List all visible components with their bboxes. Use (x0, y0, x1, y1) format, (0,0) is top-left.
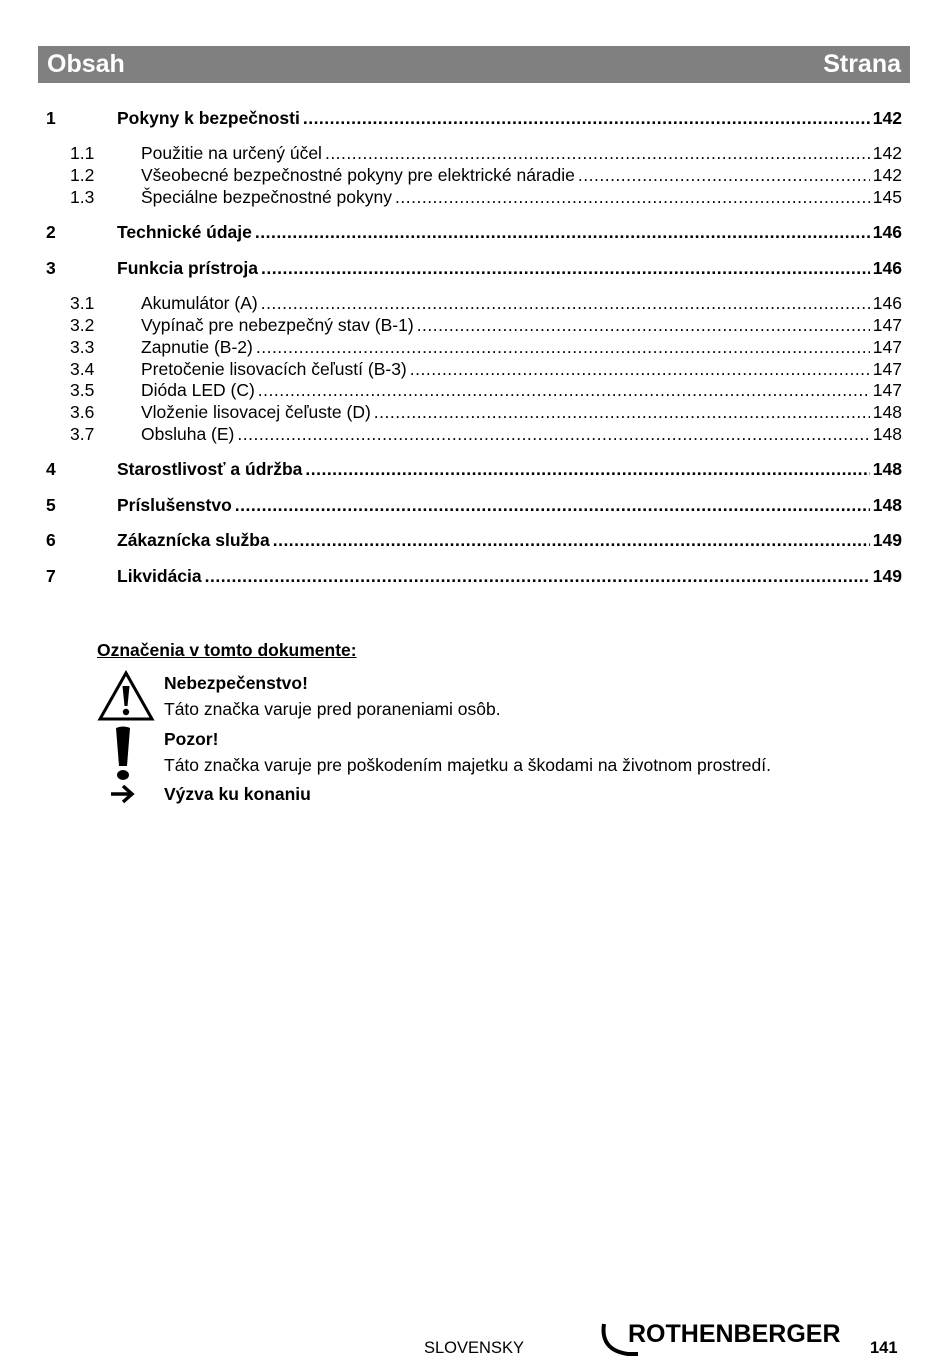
legend-heading: Označenia v tomto dokumente: (97, 640, 357, 660)
toc-leader-dots (235, 495, 870, 517)
toc-title: Použitie na určený účel (141, 143, 322, 164)
toc-title: Vypínač pre nebezpečný stav (B-1) (141, 314, 414, 335)
toc-number: 1.1 (70, 143, 95, 164)
toc-page-number: 148 (872, 459, 902, 480)
toc-leader-dots (374, 402, 870, 424)
toc-title: Zapnutie (B-2) (141, 336, 253, 357)
toc-number: 3.1 (70, 293, 95, 314)
toc-page-number: 146 (872, 257, 902, 278)
arrow-right-icon (97, 781, 155, 814)
toc-chapter-row[interactable] (38, 566, 902, 588)
toc-number: 1 (46, 108, 56, 128)
legend-action-label: Výzva ku konaniu (164, 784, 311, 804)
toc-leader-dots (325, 143, 870, 165)
toc-page-number: 148 (872, 423, 902, 444)
toc-section-row[interactable] (38, 315, 902, 337)
legend-caution (97, 726, 897, 778)
toc-page-number: 146 (872, 222, 902, 243)
toc-number: 3.7 (70, 423, 95, 444)
toc-number: 3 (46, 257, 56, 278)
table-of-contents (38, 108, 902, 587)
toc-title: Vloženie lisovacej čeľuste (D) (141, 402, 371, 423)
toc-page-number: 149 (872, 530, 902, 551)
toc-section-row[interactable] (38, 337, 902, 359)
legend-caution-text: Táto značka varuje pre poškodením majetku a škodami na životnom prostredí. (164, 755, 771, 775)
toc-chapter-row[interactable] (38, 530, 902, 552)
legend (97, 640, 897, 807)
toc-chapter-row[interactable] (38, 258, 902, 280)
toc-section-row[interactable] (38, 293, 902, 315)
toc-title: Pretočenie lisovacích čeľustí (B-3) (141, 358, 407, 379)
header-page-label: Strana (823, 50, 901, 78)
toc-chapter-row[interactable] (38, 108, 902, 130)
legend-danger-label: Nebezpečenstvo! (164, 673, 308, 693)
toc-title: Obsluha (E) (141, 423, 235, 444)
toc-page-number: 142 (872, 143, 902, 164)
toc-page-number: 147 (872, 380, 902, 401)
toc-number: 2 (46, 222, 56, 243)
toc-header (38, 46, 910, 83)
toc-title: Špeciálne bezpečnostné pokyny (141, 186, 393, 207)
toc-leader-dots (237, 424, 869, 446)
toc-number: 3.5 (70, 380, 95, 401)
toc-title: Všeobecné bezpečnostné pokyny pre elektrické náradie (141, 165, 575, 186)
toc-chapter-row[interactable] (38, 222, 902, 244)
toc-number: 3.6 (70, 402, 95, 423)
toc-leader-dots (258, 380, 870, 402)
header-title: Obsah (47, 50, 125, 78)
toc-leader-dots (305, 459, 869, 481)
legend-danger-text: Táto značka varuje pred poraneniami osôb. (164, 699, 501, 719)
toc-page-number: 149 (872, 565, 902, 586)
toc-leader-dots (261, 293, 870, 315)
legend-danger (97, 670, 897, 722)
toc-section-row[interactable] (38, 424, 902, 446)
toc-leader-dots (205, 566, 870, 588)
toc-page-number: 145 (872, 186, 902, 207)
footer-language: SLOVENSKY (424, 1339, 524, 1357)
toc-leader-dots (417, 315, 870, 337)
toc-page-number: 142 (872, 108, 902, 128)
toc-title: Technické údaje (117, 222, 252, 243)
exclamation-icon (97, 726, 155, 789)
toc-chapter-row[interactable] (38, 459, 902, 481)
toc-title: Likvidácia (117, 565, 202, 586)
toc-number: 4 (46, 459, 56, 480)
logo-text: ROTHENBERGER (628, 1320, 841, 1348)
toc-chapter-row[interactable] (38, 495, 902, 517)
toc-page-number: 142 (872, 165, 902, 186)
warning-triangle-icon (97, 670, 155, 729)
toc-page-number: 147 (872, 358, 902, 379)
toc-section-row[interactable] (38, 380, 902, 402)
toc-number: 1.3 (70, 186, 95, 207)
toc-number: 3.3 (70, 336, 95, 357)
toc-leader-dots (395, 187, 870, 209)
toc-title: Príslušenstvo (117, 494, 232, 515)
toc-leader-dots (256, 337, 870, 359)
toc-section-row[interactable] (38, 165, 902, 187)
toc-leader-dots (255, 222, 870, 244)
toc-leader-dots (273, 530, 870, 552)
toc-page-number: 148 (872, 402, 902, 423)
toc-page-number: 148 (872, 494, 902, 515)
toc-title: Funkcia prístroja (117, 257, 259, 278)
toc-page-number: 146 (872, 293, 902, 314)
toc-number: 7 (46, 565, 56, 586)
toc-title: Starostlivosť a údržba (117, 459, 303, 480)
toc-section-row[interactable] (38, 187, 902, 209)
toc-page-number: 147 (872, 314, 902, 335)
toc-number: 6 (46, 530, 56, 551)
toc-title: Pokyny k bezpečnosti (117, 108, 300, 128)
footer-page-number: 141 (870, 1339, 898, 1357)
toc-number: 1.2 (70, 165, 95, 186)
toc-leader-dots (261, 258, 870, 280)
toc-section-row[interactable] (38, 143, 902, 165)
toc-leader-dots (410, 359, 870, 381)
toc-number: 3.4 (70, 358, 95, 379)
toc-title: Dióda LED (C) (141, 380, 255, 401)
legend-action (97, 781, 897, 807)
toc-leader-dots (303, 108, 870, 130)
toc-page-number: 147 (872, 336, 902, 357)
toc-section-row[interactable] (38, 359, 902, 381)
legend-caution-label: Pozor! (164, 729, 219, 749)
toc-leader-dots (578, 165, 870, 187)
rothenberger-logo (598, 1320, 854, 1360)
toc-title: Akumulátor (A) (141, 293, 258, 314)
toc-number: 5 (46, 494, 56, 515)
toc-number: 3.2 (70, 314, 95, 335)
toc-section-row[interactable] (38, 402, 902, 424)
toc-title: Zákaznícka služba (117, 530, 270, 551)
